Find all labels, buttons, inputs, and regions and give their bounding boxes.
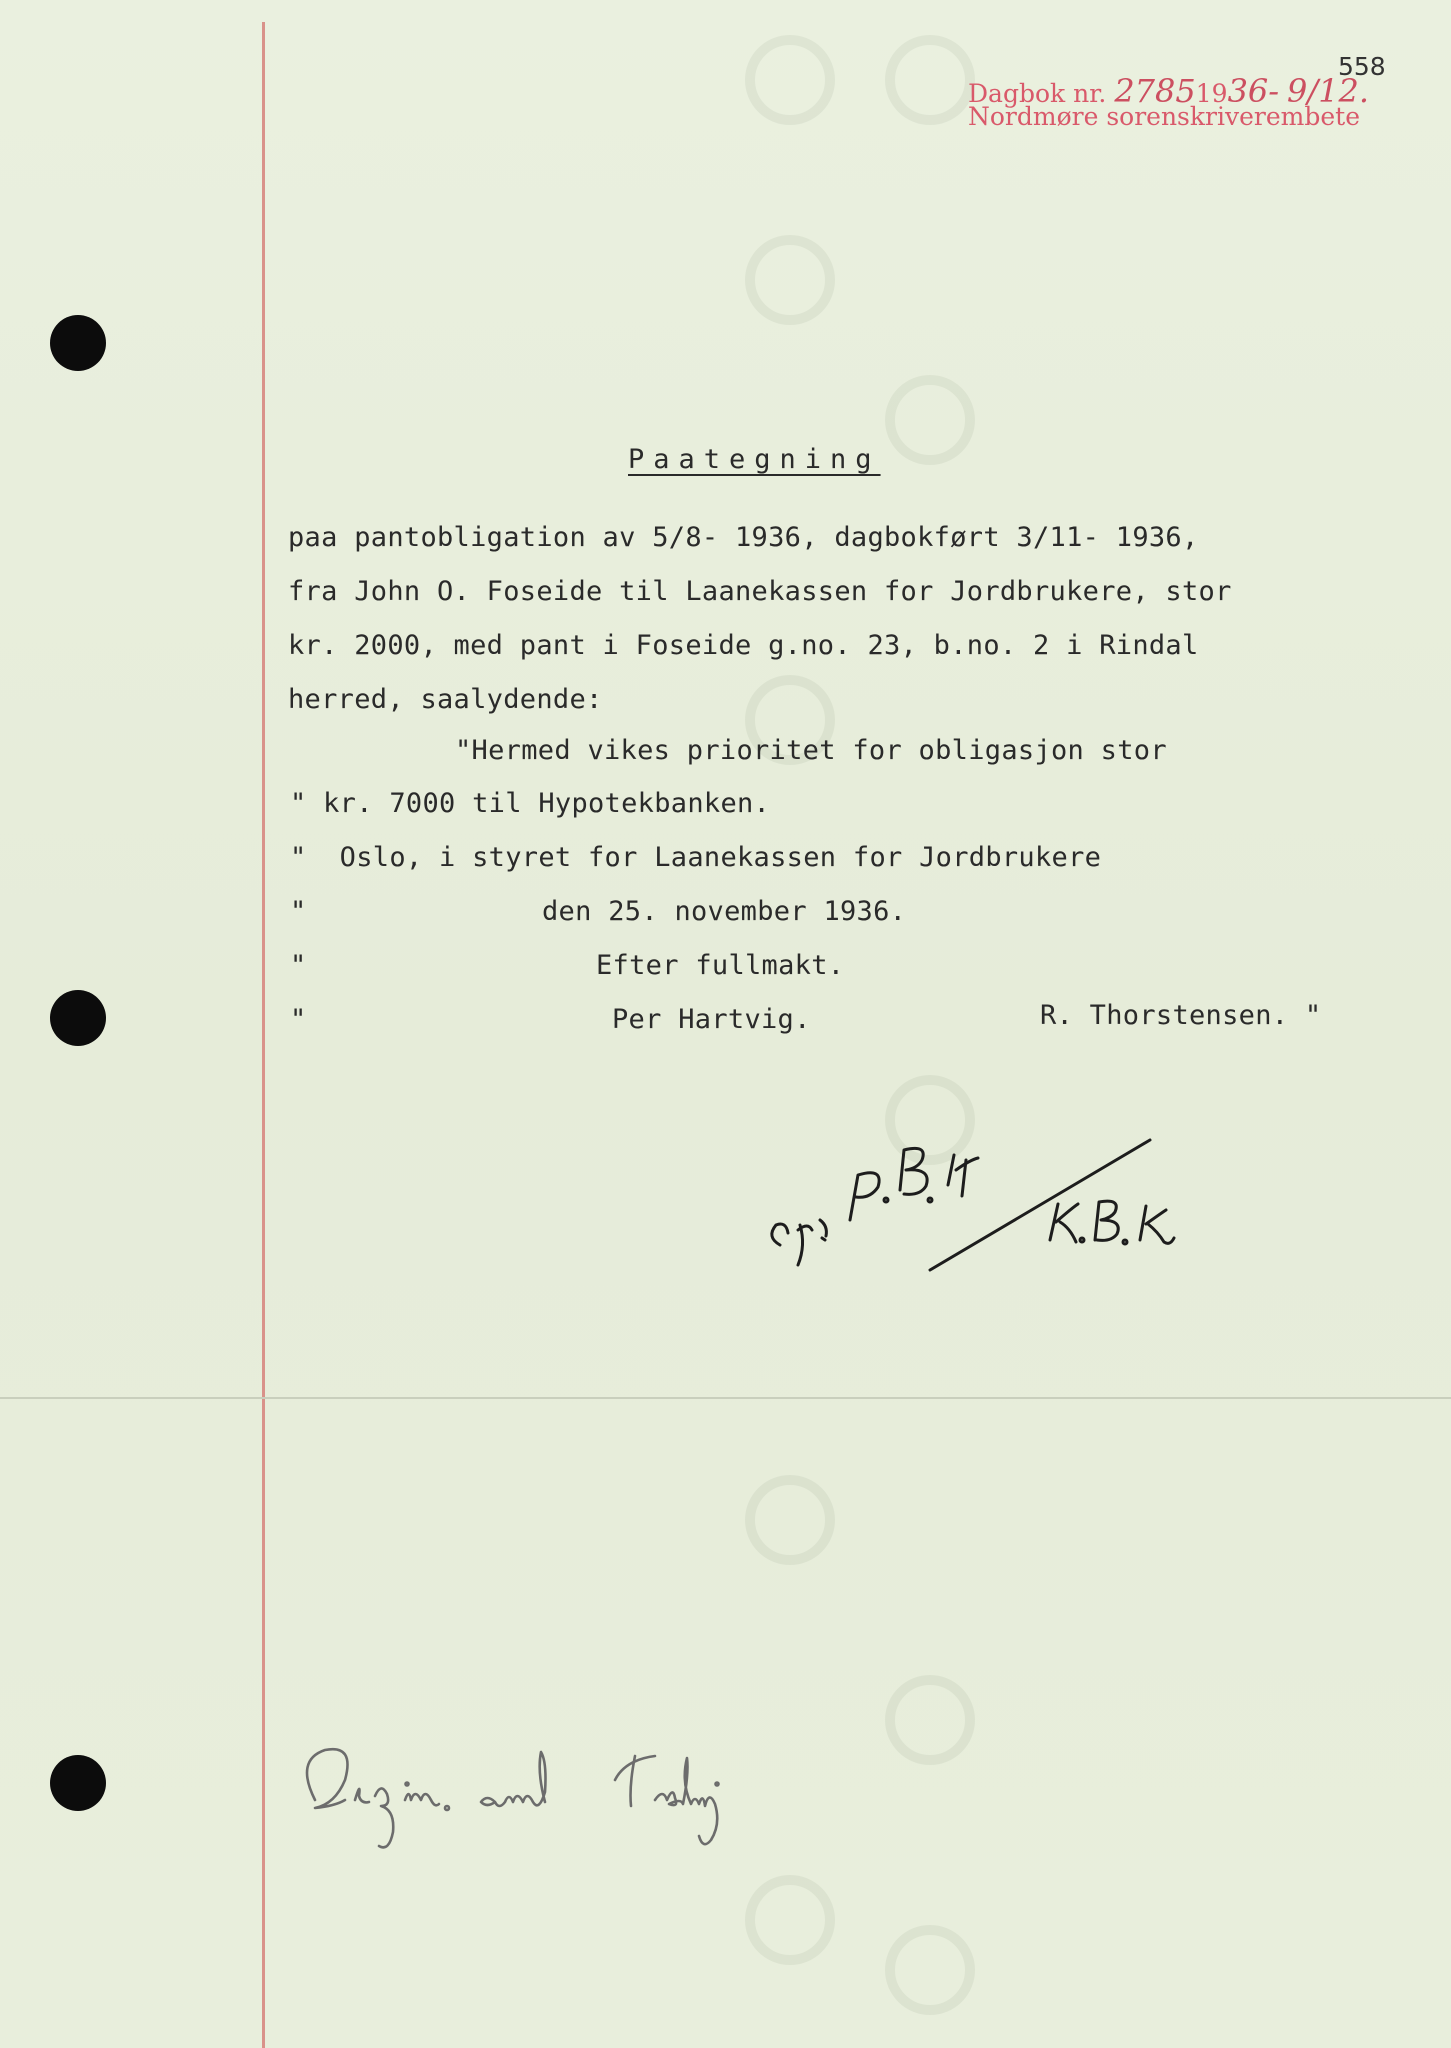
punch-hole-middle (50, 990, 106, 1046)
quote-line-3: " Oslo, i styret for Laanekassen for Jordbrukere (290, 842, 1102, 873)
quote-line-5: Efter fullmakt. (596, 950, 845, 981)
quote-mark-6: " (290, 1004, 307, 1035)
document-title: Paategning (628, 444, 881, 475)
stamp-date: 9/12. (1287, 72, 1370, 110)
stamp-year-prefix: 19 (1195, 79, 1228, 108)
body-line-4: herred, saalydende: (288, 684, 603, 715)
stamp-label: Dagbok nr. (968, 79, 1107, 108)
margin-rule (262, 22, 265, 2048)
punch-hole-bottom (50, 1755, 106, 1811)
stamp-number: 2785 (1114, 72, 1196, 110)
signatory-1: Per Hartvig. (612, 1004, 811, 1035)
quote-mark-5: " (290, 950, 307, 981)
register-stamp-line2: Nordmøre sorenskriverembete (968, 102, 1360, 131)
handwritten-initials (750, 1130, 1230, 1280)
handwritten-note (285, 1700, 1045, 1870)
quote-line-4: den 25. november 1936. (542, 896, 907, 927)
quote-mark-4: " (290, 896, 307, 927)
body-line-2: fra John O. Foseide til Laanekassen for Jordbrukere, stor (288, 576, 1232, 607)
body-line-1: paa pantobligation av 5/8- 1936, dagbokført 3/11- 1936, (288, 522, 1199, 553)
quote-line-1: "Hermed vikes prioritet for obligasjon stor (455, 735, 1167, 766)
punch-hole-top (50, 315, 106, 371)
signatory-2: R. Thorstensen. " (1040, 1000, 1322, 1031)
page-number: 558 (1338, 52, 1386, 81)
stamp-year-suffix: 36- (1227, 72, 1280, 110)
page-fold-line (0, 1397, 1451, 1399)
quote-line-2: " kr. 7000 til Hypotekbanken. (290, 788, 771, 819)
body-line-3: kr. 2000, med pant i Foseide g.no. 23, b.no. 2 i Rindal (288, 630, 1199, 661)
